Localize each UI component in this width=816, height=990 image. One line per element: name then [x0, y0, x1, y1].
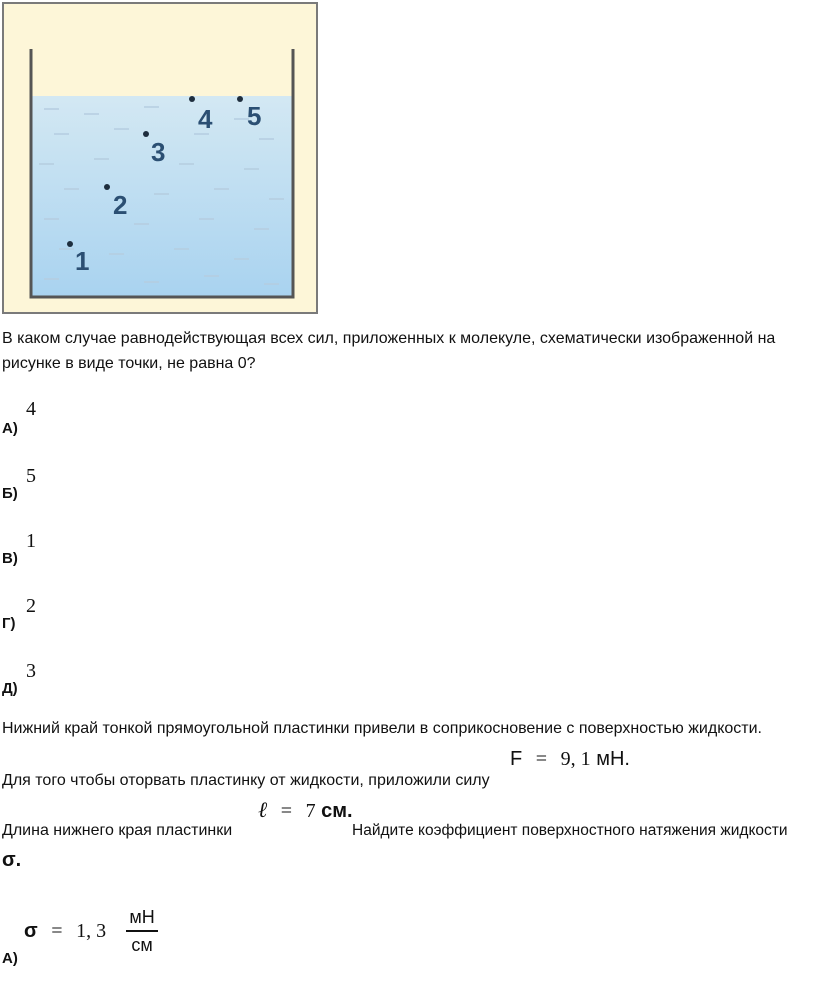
length-formula: ℓ = 7 см.	[258, 797, 353, 822]
option-value: 2	[26, 595, 36, 617]
svg-text:1: 1	[75, 246, 90, 276]
option-letter: Д)	[2, 680, 18, 697]
svg-text:4: 4	[198, 104, 213, 134]
question-1-text: В каком случае равнодействующая всех сил, приложенных к молекуле, схематически изображенной на рисунке в виде точки, не равна 0?	[2, 330, 776, 372]
sigma-answer-formula: σ = 1, 3	[24, 920, 107, 942]
svg-text:2: 2	[113, 190, 128, 220]
force-formula: F = 9, 1 мН.	[510, 748, 630, 770]
option-value: 3	[26, 660, 36, 682]
fraction-bar	[126, 930, 158, 932]
vessel-figure	[2, 2, 318, 314]
option-letter: Г)	[2, 615, 16, 632]
unit-denominator: см	[131, 935, 153, 955]
vessel-illustration	[4, 4, 320, 316]
sigma-symbol: σ.	[2, 849, 22, 871]
option-value: 1	[26, 530, 36, 552]
option-a[interactable]	[2, 398, 62, 438]
svg-text:5: 5	[247, 101, 262, 131]
option-g[interactable]	[2, 595, 62, 635]
question-2-line-2: Для того чтобы оторвать пластинку от жидкости, приложили силу	[2, 772, 490, 789]
option-value: 5	[26, 465, 36, 487]
option-letter: А)	[2, 420, 18, 437]
svg-text:3: 3	[151, 137, 166, 167]
unit-numerator: мН	[129, 907, 155, 927]
question-2-line-1: Нижний край тонкой прямоугольной пластинки привели в соприкосновение с поверхностью жидкости.	[2, 720, 762, 737]
option-v[interactable]	[2, 530, 62, 570]
question-2-line-3: Длина нижнего края пластинки	[2, 822, 233, 839]
option-letter: Б)	[2, 485, 18, 502]
option-value: 4	[26, 398, 36, 420]
unit-fraction	[126, 906, 158, 956]
option-letter: А)	[2, 950, 18, 967]
option-letter: В)	[2, 550, 18, 567]
option-b[interactable]	[2, 465, 62, 505]
question-2-line-3-end: Найдите коэффициент поверхностного натяжения жидкости	[352, 822, 788, 839]
option-d[interactable]	[2, 660, 62, 700]
